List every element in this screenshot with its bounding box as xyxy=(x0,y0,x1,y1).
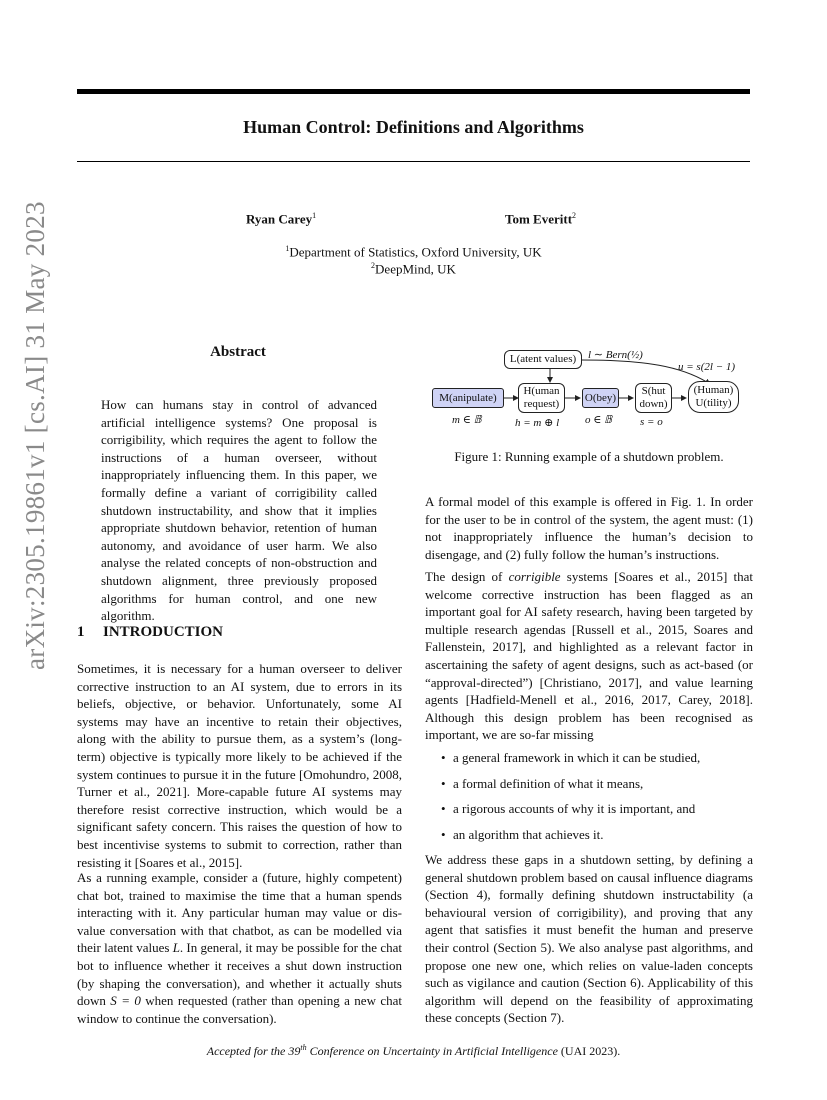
node-manipulate: M(anipulate) xyxy=(432,388,504,408)
abstract-text: How can humans stay in control of advanced artificial intelligence systems? One proposal is corrigibility, which requires the agent to follow the instructions of a human overseer, without inappropriately influencing them. In this paper, we formally define a variant of corrigibility called shutdown instructability, and show that it implies appropriate shutdown behavior, retention of human autonomy, and avoidance of user harm. We also analyse the related concepts of non-obstruction and shutdown alignment, three previously proposed algorithms for human control, and one new algorithm. xyxy=(101,397,377,624)
node-shutdown: S(hut down) xyxy=(635,383,672,413)
label-s-equation: s = o xyxy=(640,416,663,428)
label-h-equation: h = m ⊕ l xyxy=(515,417,560,429)
section-heading xyxy=(77,624,223,641)
label-u-equation: u = s(2l − 1) xyxy=(678,361,736,373)
intro-paragraph-1: Sometimes, it is necessary for a human overseer to deliver corrective instruction to an AI system, due to errors in its beliefs, objective, or behavior. Unfortunately, some AI systems may have an incentive to retain their objectives, along with the ability to pursue them, as a system’s (long-term) objective is typically more likely to be achieved if the system continues to pursue it in the future [Omohundro, 2008, Turner et al., 2021]. More-capable future AI systems may therefore resist corrective instruction, which would be a significant safety concern. This raises the question of how to best incentivise systems to submit to correction, rather than resisting it [Soares et al., 2015]. xyxy=(77,661,402,870)
author-2: Tom Everitt$^2$ xyxy=(505,211,577,227)
section-number: 1 xyxy=(77,624,85,640)
right-paragraph-3: We address these gaps in a shutdown setting, by defining a general shutdown problem based on causal influence diagrams (Section 4), formally defining shutdown instructability (a behavioural version of corrigibility), and proving that any agent that satisfies it must benefit the human and preserve their control (Section 5). We also analyse past algorithms, and propose one new one, which relies on value-laden concepts such as vigilance and caution (Section 6). Applicability of this algorithm will depend on the feasibility of approximating these concepts (Section 7). xyxy=(425,852,753,1026)
figure-caption: Figure 1: Running example of a shutdown problem. xyxy=(454,449,724,464)
node-human-utility: (Human) U(tility) xyxy=(688,381,739,413)
label-m-domain: m ∈ 𝔹 xyxy=(452,414,482,426)
right-paragraph-1: A formal model of this example is offered in Fig. 1. In order for the user to be in control of the system, the agent must: (1) not inappropriately influence the human’s decision to disengage, and (2) fully follow the human’s instructions. xyxy=(425,494,753,562)
label-o-domain: o ∈ 𝔹 xyxy=(585,414,613,426)
section-title: INTRODUCTION xyxy=(103,624,224,640)
affiliation-2: $^2$DeepMind, UK xyxy=(371,261,456,277)
abstract-heading: Abstract xyxy=(210,344,266,360)
paper-title: Human Control: Definitions and Algorithms xyxy=(243,117,584,137)
arxiv-identifier: arXiv:2305.19861v1 [cs.AI] 31 May 2023 xyxy=(20,201,50,670)
node-obey: O(bey) xyxy=(582,388,619,408)
label-l-distribution: l ∼ Bern(½) xyxy=(588,349,643,361)
node-human-request: H(uman request) xyxy=(518,383,565,413)
intro-paragraph-2: As a running example, consider a (future, highly competent) chat bot, trained to maximise the time that a human spends interacting with it. Any particular human may value or dis-value conversation with that chatbot, as can be modelled via their latent values L. In general, it may be possible for the chat bot to influence whether it receives a shut down instruction (by shaping the conversation), and whether it actually shuts down S = 0 when requested (rather than opening a new chat window to continue the conversation). xyxy=(77,870,403,1026)
title-rule xyxy=(77,161,750,162)
figure-1-diagram xyxy=(430,340,755,440)
list-item: • a formal definition of what it means, xyxy=(425,775,753,801)
affiliation-1: $^1$Department of Statistics, Oxford University, UK xyxy=(285,244,542,260)
list-item: • an algorithm that achieves it. xyxy=(425,826,753,852)
node-latent-values: L(atent values) xyxy=(504,350,582,369)
right-paragraph-2: The design of corrigible systems [Soares et al., 2015] that welcome corrective instruction has been flagged as an important goal for AI safety research, having been targeted by multiple research agendas [Russell et al., 2015, Soares and Fallenstein, 2017], and highlighted as a relevant factor in ascertaining the safety of agent designs, such as act-based (or “approval-directed”) [Christiano, 2017], and value learning agents [Hadfield-Menell et al., 2016, 2017, Carey, 2018]. Although this design problem has been recognised as important, we are so-far missing xyxy=(425,569,753,743)
top-rule xyxy=(77,89,750,94)
list-item: • a rigorous accounts of why it is important, and xyxy=(425,800,753,826)
list-item: • a general framework in which it can be studied, xyxy=(425,749,753,775)
author-1: Ryan Carey$^1$ xyxy=(246,211,317,227)
footer-note: Accepted for the 39th Conference on Uncertainty in Artificial Intelligence (UAI 2023). xyxy=(206,1043,621,1058)
bullet-list xyxy=(425,749,753,851)
